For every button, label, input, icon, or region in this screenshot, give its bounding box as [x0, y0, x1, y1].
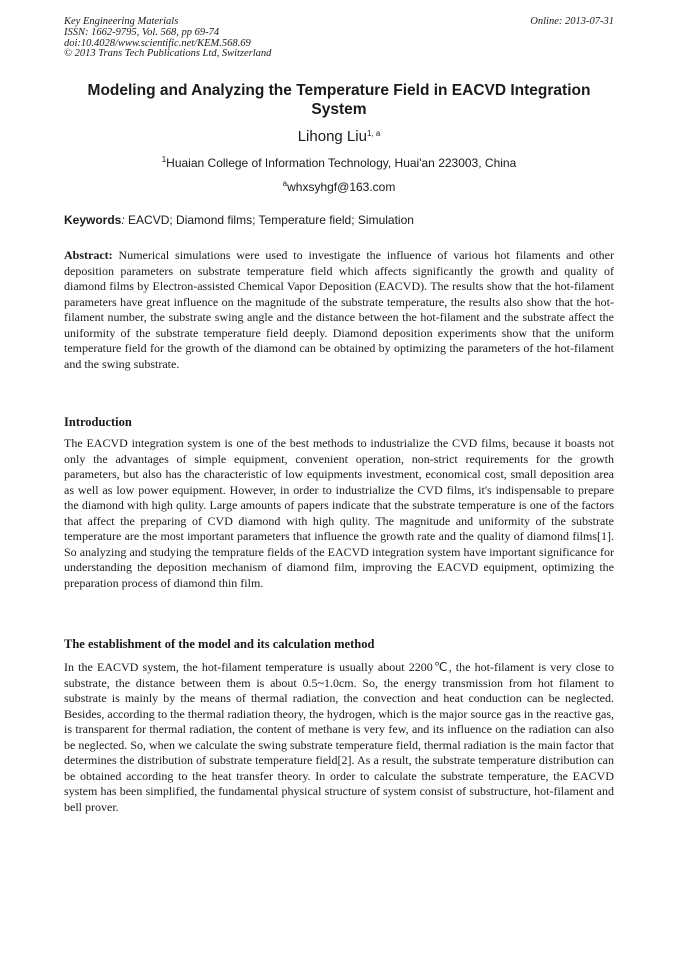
online-date: Online: 2013-07-31 — [530, 16, 614, 27]
keywords — [64, 213, 614, 228]
copyright: © 2013 Trans Tech Publications Ltd, Switzerland — [64, 48, 272, 60]
journal-info — [64, 17, 484, 60]
doi: doi:10.4028/www.scientific.net/KEM.568.69 — [64, 37, 251, 49]
affiliation: Huaian College of Information Technology, Huai'an 223003, China — [166, 156, 517, 170]
keywords-text: EACVD; Diamond films; Temperature field; Simulation — [124, 213, 414, 227]
section-heading-introduction: Introduction — [64, 415, 132, 429]
abstract-text: Numerical simulations were used to investigate the influence of various hot filaments and other deposition parameters on substrate temperature field which affects significantly the growth and quality of diamond films by Electron-assisted Chemical Vapor Deposition (EACVD). The results show that the hot-filament parameters have great influence on the magnitude of the substrate temperature, the results also show that the hot-filament number, the substrate swing angle and the distance between the hot-filament and the substrate affect the uniformity of the substrate temperature field deeply. Diamond deposition experiments show that the uniform temperature field for the growth of the diamond can be obtained by optimizing the parameters of the hot-filament and the swing substrate. — [64, 248, 614, 371]
keywords-colon: : — [121, 213, 125, 227]
email-line — [0, 180, 678, 194]
section-body-introduction: The EACVD integration system is one of the best methods to industrialize the CVD films, because it boasts not only the advantages of simple equipment, convenient operation, non-strict requirements for the growth parameters, but also has the characteristic of low equipments investment, economical cost, small deposition area as well as low power equipment. However, in order to industrialize the CVD films, it's indispensable to prepare the diamond with high qulity. Large amounts of papers indicate that the substrate temperature is one of the factors that affect the preparing of CVD diamond with high qulity. The magnitude and uniformity of the substrate temperature are the most important parameters that influence the growth rate and the quality of diamond films[1]. So analyzing and studying the temprature fields of the EACVD integration system have important significance for understanding the deposition mechanism of diamond film, improving the EACVD equipment, optimizing the preparation process of diamond thin film. — [64, 436, 614, 590]
author-name: Lihong Liu — [297, 128, 367, 145]
journal-name: Key Engineering Materials — [64, 16, 179, 27]
issn-volume: ISSN: 1662-9795, Vol. 568, pp 69-74 — [64, 26, 220, 38]
section-heading-model: The establishment of the model and its calculation method — [64, 637, 375, 651]
section-body-model: In the EACVD system, the hot-filament temperature is usually about 2200℃, the hot-filament is very close to substrate, the distance between them is about 0.5~1.0cm. So, the energy transmission from hot filament to substrate is mainly by the means of thermal radiation, the convection and heat conduction can be neglected. Besides, according to the thermal radiation theory, the hydrogen, which is the major source gas in the reactive gas, is transparent for thermal radiation, the content of methane is very few, and its influence on the radiation can also be neglected. So, when we calculate the swing substrate temperature field, thermal radiation is the main factor that determines the distribution of substrate temperature field[2]. As a result, the substrate temperature distribution can be obtained according to the heat transfer theory. In order to calculate the substrate temperature, the EACVD system has been simplified, the fundamental physical structure of system consist of substructure, hot-filament and bell prover. — [64, 660, 614, 814]
affiliation-line — [0, 156, 678, 170]
author-email: whxsyhgf@163.com — [287, 180, 396, 194]
email-superscript: a — [282, 179, 288, 188]
paper-title: Modeling and Analyzing the Temperature Field in EACVD Integration System — [87, 82, 591, 118]
affiliation-superscript: 1 — [161, 155, 167, 164]
author-line — [0, 128, 678, 146]
abstract — [64, 248, 614, 372]
abstract-label: Abstract: — [64, 248, 113, 262]
author-superscript: 1, a — [366, 129, 381, 138]
keywords-label: Keywords — [64, 213, 122, 227]
